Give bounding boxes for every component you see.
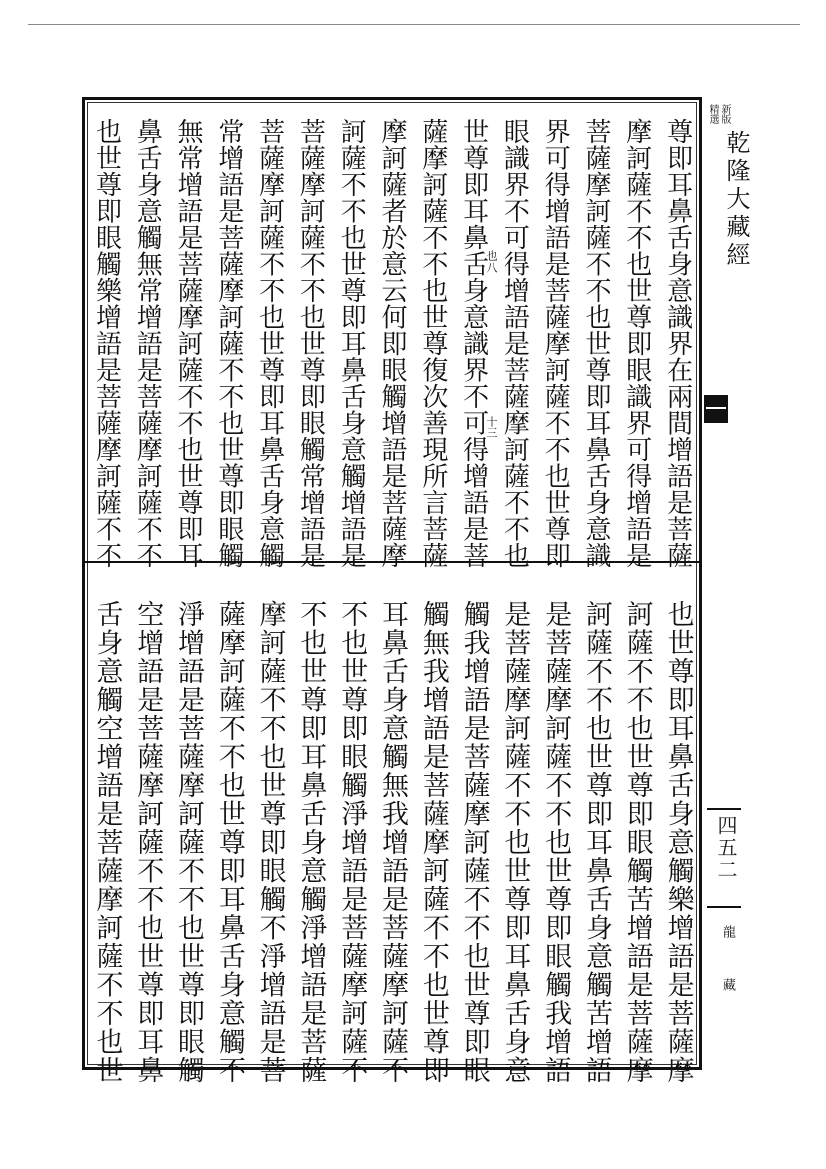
column-text: 鼻舌身意觸無常增語是菩薩摩訶薩不不 <box>132 118 163 569</box>
column-text: 耳鼻舌身意觸無我增語是菩薩摩訶薩不 <box>377 600 409 1085</box>
edition-label-b: 新版 <box>719 104 730 124</box>
column-text: 是菩薩摩訶薩不不也世尊即耳鼻舌身意 <box>499 600 531 1085</box>
text-column <box>657 600 698 1085</box>
sutra-title: 乾隆大藏經 <box>722 130 750 270</box>
text-column <box>86 600 127 1085</box>
text-column <box>453 118 494 569</box>
fold-page-number: 十三 <box>485 416 498 438</box>
text-column <box>168 600 209 1085</box>
bottom-register <box>86 600 698 1085</box>
column-text: 也世尊即眼觸樂增語是菩薩摩訶薩不不 <box>91 118 122 569</box>
edition-label-a: 精選 <box>707 104 718 124</box>
text-column <box>127 118 168 569</box>
column-text: 薩摩訶薩不不也世尊復次善現所言菩薩 <box>417 118 448 569</box>
text-column <box>412 118 453 569</box>
text-column <box>249 600 290 1085</box>
column-text: 觸我增語是菩薩摩訶薩不不也世尊即眼 <box>458 600 490 1085</box>
text-column <box>249 118 290 569</box>
column-text: 薩摩訶薩不不也世尊即耳鼻舌身意觸不 <box>213 600 245 1085</box>
text-column <box>535 118 576 569</box>
column-text: 訶薩不不也世尊即耳鼻舌身意觸增語是 <box>336 118 367 569</box>
text-column <box>127 600 168 1085</box>
top-register <box>86 118 698 569</box>
column-text: 摩訶薩不不也世尊即眼識界可得增語是 <box>621 118 652 569</box>
text-column <box>535 600 576 1085</box>
column-text: 觸無我增語是菩薩摩訶薩不不也世尊即 <box>417 600 449 1085</box>
column-text: 菩薩摩訶薩不不也世尊即耳鼻舌身意識 <box>581 118 611 569</box>
text-column <box>331 600 372 1085</box>
text-column <box>290 118 331 569</box>
column-text: 無常增語是菩薩摩訶薩不不也世尊即耳 <box>173 118 204 569</box>
column-text: 淨增語是菩薩摩訶薩不不也世尊即眼觸 <box>173 600 205 1085</box>
text-column <box>657 118 698 569</box>
margin-block-marker <box>704 395 728 423</box>
column-text: 世尊即耳鼻舌身意識界不可得增語是菩 <box>458 118 489 569</box>
column-text: 訶薩不不也世尊即耳鼻舌身意觸苦增語 <box>581 600 612 1085</box>
column-text: 菩薩摩訶薩不不也世尊即耳鼻舌身意觸 <box>254 118 285 569</box>
text-column <box>208 600 249 1085</box>
column-text: 界可得增語是菩薩摩訶薩不不也世尊即 <box>540 118 571 569</box>
text-column <box>372 118 413 569</box>
text-column <box>208 118 249 569</box>
column-text: 眼識界不可得增語是菩薩摩訶薩不不也 <box>499 118 530 569</box>
text-column <box>576 600 617 1085</box>
column-text: 常增語是菩薩摩訶薩不不也世尊即眼觸 <box>213 118 244 569</box>
text-column <box>168 118 209 569</box>
column-text: 不也世尊即耳鼻舌身意觸淨增語是菩薩 <box>295 600 327 1085</box>
fold-note: 也八 <box>485 250 498 274</box>
text-column <box>494 118 535 569</box>
text-column <box>494 600 535 1085</box>
text-column <box>331 118 372 569</box>
column-text: 也世尊即耳鼻舌身意觸樂增語是菩薩摩 <box>662 600 694 1085</box>
text-column <box>412 600 453 1085</box>
column-text: 摩訶薩者於意云何即眼觸增語是菩薩摩 <box>377 118 408 569</box>
column-text: 訶薩不不也世尊即眼觸苦增語是菩薩摩 <box>621 600 653 1085</box>
column-text: 不也世尊即眼觸淨增語是菩薩摩訶薩不 <box>336 600 368 1085</box>
text-column <box>616 118 657 569</box>
column-text: 空增語是菩薩摩訶薩不不也世尊即耳鼻 <box>132 600 164 1085</box>
side-label: 龍 藏 <box>720 925 735 1010</box>
text-column <box>616 600 657 1085</box>
column-text: 舌身意觸空增語是菩薩摩訶薩不不也世 <box>91 600 123 1085</box>
text-column <box>576 118 617 569</box>
column-text: 摩訶薩不不也世尊即眼觸不淨增語是菩 <box>254 600 286 1085</box>
text-column <box>86 118 127 569</box>
page-number: 四五二 <box>714 815 738 881</box>
text-column <box>372 600 413 1085</box>
text-column <box>453 600 494 1085</box>
column-text: 菩薩摩訶薩不不也世尊即眼觸常增語是 <box>295 118 326 569</box>
text-column <box>290 600 331 1085</box>
column-text: 尊即耳鼻舌身意識界在兩間增語是菩薩 <box>662 118 693 569</box>
top-rule <box>28 24 800 25</box>
column-text: 是菩薩摩訶薩不不也世尊即眼觸我增語 <box>540 600 572 1085</box>
